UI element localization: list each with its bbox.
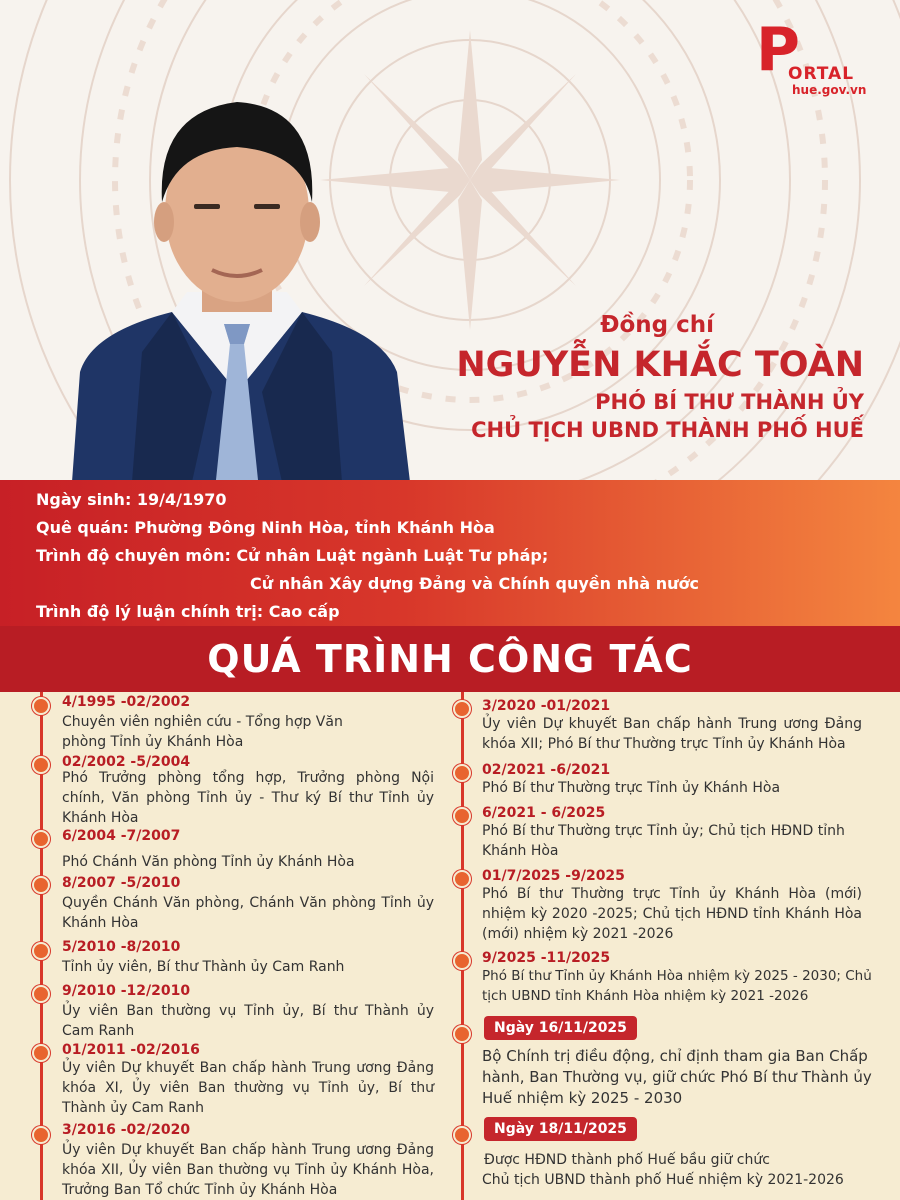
portrait-photo [62, 92, 412, 480]
left-desc-5: Tỉnh ủy viên, Bí thư Thành ủy Cam Ranh [62, 959, 345, 975]
career-timeline [0, 692, 900, 1200]
logo-word: ORTAL [788, 64, 855, 84]
right-desc-4: Phó Bí thư Thường trực Tỉnh ủy Khánh Hòa (mới) nhiệm kỳ 2020 -2025; Chủ tịch HĐND tỉnh Khánh Hòa (mới) nhiệm kỳ 2021 -2026 [482, 886, 862, 942]
timeline-node [32, 985, 50, 1003]
timeline-node [453, 700, 471, 718]
hero-banner [0, 0, 900, 480]
right-desc-7-line-1: Được HĐND thành phố Huế bầu giữ chức [484, 1152, 770, 1168]
left-desc-2: Phó Trưởng phòng tổng hợp, Trưởng phòng Nội chính, Văn phòng Tỉnh ủy - Thư ký Bí thư Tỉnh ủy Khánh Hòa [62, 770, 434, 826]
timeline-node [32, 756, 50, 774]
right-desc-1: Ủy viên Dự khuyết Ban chấp hành Trung ương Đảng khóa XII; Phó Bí thư Thường trực Tỉnh ủy Khánh Hòa [482, 716, 862, 752]
right-desc-2: Phó Bí thư Thường trực Tỉnh ủy Khánh Hòa [482, 780, 781, 796]
timeline-node [32, 1126, 50, 1144]
person-titles [404, 308, 864, 444]
education-line-2: Cử nhân Xây dựng Đảng và Chính quyền nhà nước [250, 574, 700, 593]
right-date-3: 6/2021 - 6/2025 [482, 805, 606, 821]
right-date-4: 01/7/2025 -9/2025 [482, 868, 625, 884]
right-date-2: 02/2021 -6/2021 [482, 762, 611, 778]
timeline-node [453, 807, 471, 825]
right-date-1: 3/2020 -01/2021 [482, 698, 611, 714]
right-desc-7 [482, 1150, 872, 1190]
left-date-5: 5/2010 -8/2010 [62, 939, 181, 955]
right-desc-6: Bộ Chính trị điều động, chỉ định tham gia Ban Chấp hành, Ban Thường vụ, giữ chức Phó Bí thư Thành ủy Huế nhiệm kỳ 2025 - 2030 [482, 1047, 872, 1107]
birth-date: Ngày sinh: 19/4/1970 [36, 490, 227, 509]
timeline-node [32, 876, 50, 894]
left-desc-1: Chuyên viên nghiên cứu - Tổng hợp Văn phòng Tỉnh ủy Khánh Hòa [62, 714, 343, 750]
logo-letter: P [756, 15, 800, 85]
left-date-8: 3/2016 -02/2020 [62, 1122, 191, 1138]
left-desc-4: Quyền Chánh Văn phòng, Chánh Văn phòng Tỉnh ủy Khánh Hòa [62, 895, 434, 931]
timeline-node [32, 697, 50, 715]
left-date-4: 8/2007 -5/2010 [62, 875, 181, 891]
honorific: Đồng chí [600, 312, 714, 338]
person-name: NGUYỄN KHẮC TOÀN [456, 345, 864, 385]
timeline-node [32, 942, 50, 960]
timeline-node [453, 870, 471, 888]
timeline-node [453, 1126, 471, 1144]
date-badge-1: Ngày 16/11/2025 [484, 1016, 637, 1040]
timeline-node [453, 764, 471, 782]
left-desc-7: Ủy viên Dự khuyết Ban chấp hành Trung ương Đảng khóa XI, Ủy viên Ban thường vụ Tỉnh ủy, Bí thư Thành ủy Cam Ranh [62, 1060, 434, 1116]
left-desc-8: Ủy viên Dự khuyết Ban chấp hành Trung ương Đảng khóa XII, Ủy viên Ban thường vụ Tỉnh ủy Khánh Hòa, Trưởng Ban Tổ chức Tỉnh ủy Khánh Hòa [62, 1142, 434, 1198]
personal-info-band [0, 480, 900, 626]
left-date-1: 4/1995 -02/2002 [62, 694, 191, 710]
role-line-2: CHỦ TỊCH UBND THÀNH PHỐ HUẾ [471, 418, 864, 442]
timeline-node [32, 830, 50, 848]
section-title: QUÁ TRÌNH CÔNG TÁC [207, 637, 693, 681]
right-date-5: 9/2025 -11/2025 [482, 950, 611, 966]
portal-logo[interactable] [754, 15, 867, 100]
left-date-3: 6/2004 -7/2007 [62, 828, 181, 844]
left-desc-6: Ủy viên Ban thường vụ Tỉnh ủy, Bí thư Thành ủy Cam Ranh [62, 1003, 434, 1039]
role-line-1: PHÓ BÍ THƯ THÀNH ỦY [595, 390, 864, 414]
timeline-node [453, 1025, 471, 1043]
section-title-band [0, 626, 900, 692]
left-date-7: 01/2011 -02/2016 [62, 1042, 200, 1058]
left-date-2: 02/2002 -5/2004 [62, 754, 191, 770]
date-badge-2: Ngày 18/11/2025 [484, 1117, 637, 1141]
left-desc-3: Phó Chánh Văn phòng Tỉnh ủy Khánh Hòa [62, 854, 355, 870]
right-desc-7-line-2: Chủ tịch UBND thành phố Huế nhiệm kỳ 2021-2026 [482, 1172, 844, 1188]
timeline-node [32, 1044, 50, 1062]
right-desc-3: Phó Bí thư Thường trực Tỉnh ủy; Chủ tịch HĐND tỉnh Khánh Hòa [482, 823, 845, 859]
political-level: Trình độ lý luận chính trị: Cao cấp [36, 602, 340, 621]
logo-url: hue.gov.vn [792, 83, 867, 97]
right-desc-5: Phó Bí thư Tỉnh ủy Khánh Hòa nhiệm kỳ 2025 - 2030; Chủ tịch UBND tỉnh Khánh Hòa nhiệm kỳ 2021 -2026 [482, 968, 872, 1004]
hometown: Quê quán: Phường Đông Ninh Hòa, tỉnh Khánh Hòa [36, 518, 495, 537]
timeline-node [453, 952, 471, 970]
education-line-1: Trình độ chuyên môn: Cử nhân Luật ngành Luật Tư pháp; [36, 546, 549, 565]
left-date-6: 9/2010 -12/2010 [62, 983, 191, 999]
